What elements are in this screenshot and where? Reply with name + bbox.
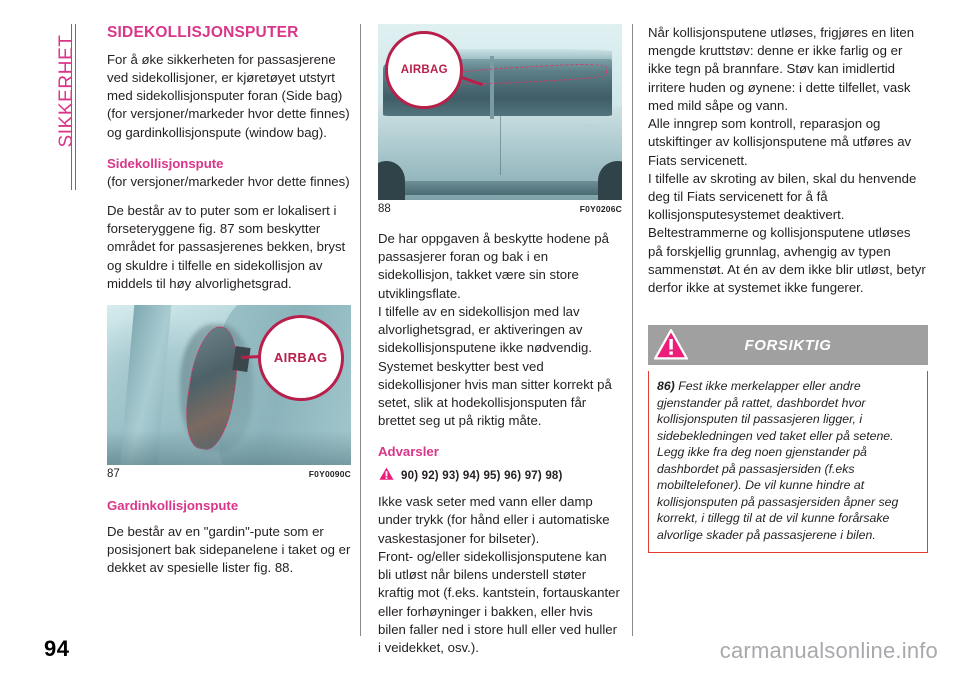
figure-87-caption bbox=[107, 468, 351, 484]
column-1 bbox=[107, 24, 351, 578]
caution-text-block bbox=[648, 371, 928, 553]
figure-88-image bbox=[378, 24, 622, 200]
page-title: SIDEKOLLISJONSPUTER bbox=[107, 24, 299, 41]
car-sill bbox=[378, 181, 622, 195]
site-watermark: carmanualsonline.info bbox=[719, 638, 938, 663]
caution-reference-number: 86) bbox=[657, 379, 675, 394]
column-3 bbox=[648, 24, 928, 553]
caution-title: FORSIKTIG bbox=[744, 336, 832, 354]
paragraph-do-not-wash: Ikke vask seter med vann eller damp under trykk (for hånd eller i automatiske vaskestasjoner for bilseter). bbox=[378, 494, 610, 546]
car-door-handle-rear bbox=[583, 124, 600, 130]
caution-header bbox=[648, 325, 928, 365]
column-divider-left bbox=[360, 24, 361, 636]
warning-triangle-icon bbox=[378, 466, 395, 486]
figure-87-callout-label: AIRBAG bbox=[273, 350, 328, 366]
page-number: 94 bbox=[44, 636, 70, 661]
caution-box bbox=[648, 325, 928, 553]
caution-text: Fest ikke merkelapper eller andre gjenstander på rattet, dashbordet hvor kollisjonsputen til passasjeren ligger, i sidebekledningen ved taket eller på setene. Legg ikke fra deg noen gjenstander på dashbordet på passasjersiden (f.eks mobiltelefoner). De vil kunne hindre at kollisjonsputen på passasjersiden åpner seg korrekt, i tillegg til at de vil kunne forårsake alvorlige skader på passasjerene i bilen. bbox=[657, 379, 899, 542]
seat-lower-shading bbox=[107, 430, 351, 465]
car-wheel-front bbox=[378, 161, 405, 200]
chapter-tab bbox=[44, 24, 78, 190]
figure-87-callout-circle bbox=[258, 315, 344, 401]
car-door-seam bbox=[500, 116, 501, 176]
paragraph-low-severity: I tilfelle av en sidekollisjon med lav alvorlighetsgrad, er aktiveringen av sidekollisjonsputene ikke nødvendig. Systemet beskytter best ved sidekollisjoner hvis man sitter korrekt på setet, slik at hodekollisjonsputen får brettet seg ut på riktig måte. bbox=[378, 303, 612, 429]
figure-88-callout-label: AIRBAG bbox=[400, 64, 448, 77]
warning-references bbox=[378, 466, 622, 486]
subheading-gardinkollisjonspute: Gardinkollisjonspute bbox=[107, 498, 239, 514]
paragraph-powder-residue: Når kollisjonsputene utløses, frigjøres en liten mengde kruttstøv: denne er ikke farlig og er ikke tegn på brannfare. Støv kan imidlertid irritere huden og øynene: i dette tilfellet, vask med mild såpe og vann. bbox=[648, 25, 915, 113]
figure-87-code: F0Y0090C bbox=[308, 469, 351, 480]
warning-reference-numbers: 90) 92) 93) 94) 95) 96) 97) 98) bbox=[401, 470, 563, 483]
column-2 bbox=[378, 24, 622, 657]
paragraph-head-protection: De har oppgaven å beskytte hodene på passasjerer foran og bak i en sidekollisjon, takket være sin store utviklingsflate. bbox=[378, 231, 609, 301]
intro-paragraph: For å øke sikkerheten for passasjerene ved sidekollisjoner, er kjøretøyet utstyrt med sidekollisjonsputer foran (Side bag) (for versjoner/markeder hvor dette finnes) og gardinkollisjonspute (window bag). bbox=[107, 51, 350, 140]
paragraph-scrapping: I tilfelle av skroting av bilen, skal du henvende deg til Fiats servicenett for å få kollisjonsputesystemet deaktivert. bbox=[648, 170, 917, 223]
figure-87 bbox=[107, 305, 351, 484]
paragraph-service-network: Alle inngrep som kontroll, reparasjon og utskiftinger av kollisjonsputene må utføres av Fiats servicenett. bbox=[648, 116, 912, 168]
subheading-sidekollisjonspute: Sidekollisjonspute bbox=[107, 155, 224, 171]
subheading-advarsler: Advarsler bbox=[378, 444, 439, 460]
car-door-handle-front bbox=[461, 126, 478, 132]
figure-87-image bbox=[107, 305, 351, 465]
car-b-pillar bbox=[490, 56, 494, 119]
figure-88 bbox=[378, 24, 622, 219]
chapter-tab-label: SIKKERHET bbox=[56, 34, 77, 148]
paragraph-deployment-conditions: Front- og/eller sidekollisjonsputene kan bli utløst når bilens understell støter kraftig mot (f.eks. kantstein, fortauskanter eller forhøyninger i bakken, eller hvis bilen faller ned i store hull eller ved huller i veidekket, osv.). bbox=[378, 548, 620, 655]
column-divider-right bbox=[632, 24, 633, 636]
caution-warning-triangle-icon bbox=[654, 329, 688, 365]
figure-87-number: 87 bbox=[107, 468, 120, 481]
subheading-note: (for versjoner/markeder hvor dette finnes) bbox=[107, 173, 350, 189]
paragraph-pretensioners: Beltestrammerne og kollisjonsputene utløses på forskjellig grunnlag, avhengig av typen sammenstøt. At én av dem ikke blir utløst, betyr derfor ikke at systemet ikke fungerer. bbox=[648, 225, 926, 296]
figure-88-number: 88 bbox=[378, 203, 391, 215]
figure-88-callout-circle bbox=[385, 31, 463, 109]
paragraph-window-bag-description: De består av en "gardin"-pute som er posisjonert bak sidepanelene i taket og er dekket av spesielle lister fig. 88. bbox=[107, 523, 351, 576]
seat-photo bbox=[107, 305, 351, 465]
figure-88-caption bbox=[378, 203, 622, 219]
paragraph-side-bag-description: De består av to puter som er lokalisert i forseteryggene fig. 87 som beskytter området for passasjerenes bekken, bryst og skuldre i tilfelle en sidekollisjon av middels til høy alvorlighetsgrad. bbox=[107, 202, 346, 291]
car-photo bbox=[378, 24, 622, 200]
figure-88-code: F0Y0206C bbox=[579, 204, 622, 214]
